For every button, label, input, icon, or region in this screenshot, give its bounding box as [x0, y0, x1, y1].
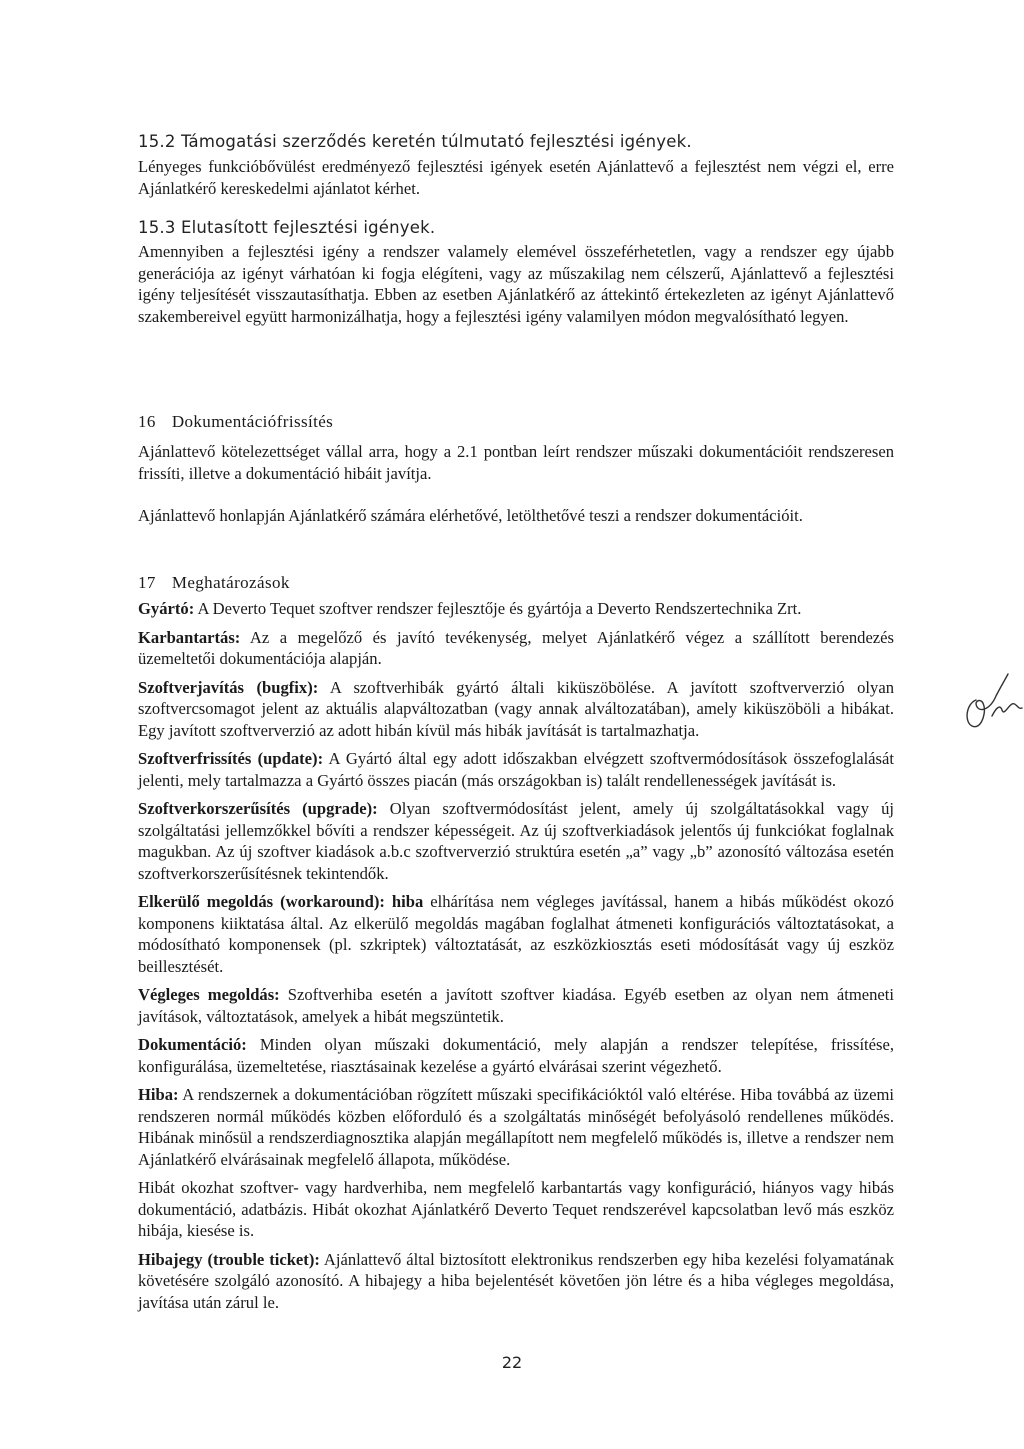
- definition-item: [138, 1084, 894, 1170]
- definition-text: Minden olyan műszaki dokumentáció, mely alapján a rendszer telepítése, frissítése, konfigurálása, üzemeltetése, riasztásainak kezelése a gyártó elvárásai szerint végezhető.: [138, 1035, 894, 1076]
- section-body: Amennyiben a fejlesztési igény a rendszer valamely elemével összeférhetetlen, vagy a rendszer egy újabb generációja az igényt várhatóan ki fogja elégíteni, vagy az műszakilag nem célszerű, Ajánlattevő a fejlesztési igény teljesítését visszautasíthatja. Ebben az esetben Ajánlatkérő az áttekintő értekezleten az igényt Ajánlattevő szakembereivel együtt harmonizálhatja, hogy a fejlesztési igény valamilyen módon megvalósítható legyen.: [138, 242, 894, 326]
- definition-text: Ajánlattevő által biztosított elektronikus rendszerben egy hiba kezelési folyamatának követésére szolgáló azonosító. A hibajegy a hiba bejelentését követően jön létre és a hiba végleges megoldása, javítása után zárul le.: [138, 1249, 895, 1312]
- definition-text: A Deverto Tequet szoftver rendszer fejlesztője és gyártója a Deverto Rendszertechnika Zrt.: [194, 599, 802, 618]
- section-17: [138, 572, 894, 1313]
- section-title: Meghatározások: [171, 573, 290, 592]
- definition-item: [138, 1249, 894, 1314]
- definition-text: A rendszernek a dokumentációban rögzített műszaki specifikációktól való eltérése. Hiba továbbá az üzemi rendszeren normál működés közben előforduló és a szolgáltatás minőségét befolyásoló rendellenes működés. Hibának minősül a rendszerdiagnosztika alapján megállapított nem megfelelő működés is, illetve a rendszer nem Ajánlatkérő elvárásainak megfelelő állapota, működése.: [138, 1085, 894, 1169]
- section-title: Dokumentációfrissítés: [171, 412, 334, 431]
- section-paragraph: Ajánlattevő kötelezettséget vállal arra, hogy a 2.1 pontban leírt rendszer műszaki dokumentációit rendszeresen frissíti, illetve a dokumentáció hibáit javítja.: [138, 442, 894, 483]
- definition-term: Dokumentáció:: [138, 1035, 247, 1054]
- section-number: 16: [138, 412, 156, 431]
- section-heading: [138, 572, 894, 594]
- definition-term: Szoftverkorszerűsítés (upgrade):: [138, 799, 378, 818]
- definition-term: Szoftverfrissítés (update):: [138, 749, 324, 768]
- definition-term: Hibajegy (trouble ticket):: [138, 1249, 320, 1269]
- definition-text: Hibát okozhat szoftver- vagy hardverhiba, nem megfelelő karbantartás vagy konfiguráció, hiányos vagy hibás dokumentáció, adatbázis. Hibát okozhat Ajánlatkérő Deverto Tequet rendszerével kapcsolatban levő más eszköz hibája, kiesése is.: [138, 1178, 894, 1240]
- definition-item: [138, 677, 894, 742]
- definition-item: [138, 598, 894, 620]
- definition-text: elhárítása nem végleges javítással, hanem a hibás működést okozó komponens kiiktatása által. Az elkerülő megoldás magában foglalhat átmeneti konfigurációs változtatásokat, a módosítható komponensek (pl. szkriptek) változtatását, az eszközkiosztás eseti módosítását vagy új eszköz beillesztését.: [138, 892, 894, 976]
- definition-term: Gyártó:: [138, 599, 195, 618]
- section-body: Lényeges funkcióbővülést eredményező fejlesztési igények esetén Ajánlattevő a fejlesztést nem végzi el, erre Ajánlatkérő kereskedelmi ajánlatot kérhet.: [138, 157, 894, 198]
- definition-item: [138, 1177, 894, 1242]
- definition-item: [138, 891, 894, 977]
- definition-term: Végleges megoldás:: [138, 985, 280, 1004]
- page-number: 22: [501, 1353, 523, 1372]
- section-heading: 15.2 Támogatási szerződés keretén túlmutató fejlesztési igények.: [138, 132, 692, 151]
- section-heading: [138, 411, 894, 433]
- section-15-2: [138, 131, 894, 199]
- definition-item: [138, 984, 894, 1027]
- definition-text: Olyan szoftvermódosítást jelent, amely új szolgáltatásokkal vagy új szolgáltatási jellemzőkkel bővíti a rendszer képességeit. Az új szoftverkiadások jelentős új funkciókat foglalnak magukban. Az új szoftver kiadások a.b.c szoftververzió struktúra esetén „a” vagy „b” azonosító változása esetén szoftverkorszerűsítésnek tekintendők.: [138, 799, 895, 883]
- definition-list: [138, 598, 894, 1313]
- section-16: [138, 411, 894, 527]
- handwritten-initials: [962, 670, 1024, 740]
- definition-item: [138, 748, 894, 791]
- section-15-3: [138, 217, 894, 327]
- definition-term: Szoftverjavítás (bugfix):: [138, 677, 319, 697]
- definition-text: A Gyártó által egy adott időszakban elvégzett szoftvermódosítások összefoglalását jelenti, mely tartalmazza a Gyártó összes piacán (más országokban is) talált rendellenességek javítását is.: [138, 749, 894, 790]
- definition-text: A szoftverhibák gyártó általi kiküszöbölése. A javított szoftververzió olyan szoftvercsomagot jelent az aktuális alapváltozatban (vagy annak alváltozatában), amely kiküszöböli a hibákat. Egy javított szoftververzió az adott hibán kívül más hibák javítását is tartalmazhatja.: [138, 677, 894, 740]
- definition-item: [138, 627, 894, 670]
- definition-term: Hiba:: [138, 1085, 179, 1104]
- definition-item: [138, 1034, 894, 1077]
- definition-item: [138, 798, 894, 884]
- definition-term: Elkerülő megoldás (workaround): hiba: [138, 892, 424, 911]
- section-heading: 15.3 Elutasított fejlesztési igények.: [138, 218, 436, 237]
- definition-text: Szoftverhiba esetén a javított szoftver kiadása. Egyéb esetben az olyan nem átmeneti javítások, változtatások, amelyek a hibát megszüntetik.: [138, 985, 894, 1026]
- section-number: 17: [138, 573, 156, 592]
- definition-term: Karbantartás:: [138, 627, 241, 647]
- definition-text: Az a megelőző és javító tevékenység, melyet Ajánlatkérő végez a szállított berendezés üzemeltetői dokumentációja alapján.: [138, 627, 894, 668]
- section-paragraph: Ajánlattevő honlapján Ajánlatkérő számára elérhetővé, letölthetővé teszi a rendszer dokumentációit.: [138, 506, 803, 525]
